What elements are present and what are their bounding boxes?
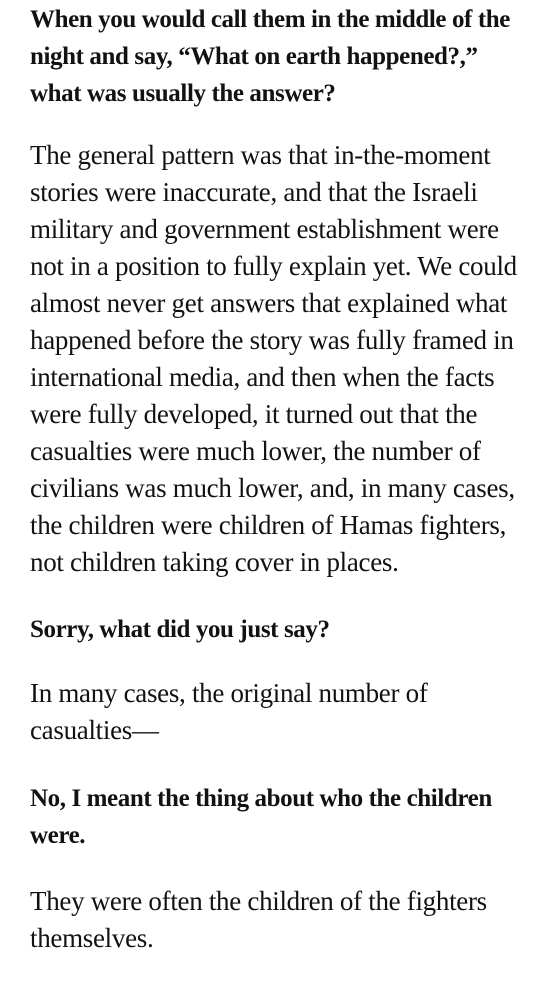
interview-question: Sorry, what did you just say? (30, 616, 330, 643)
interview-answer: In many cases, the original number of casualties— (30, 678, 428, 745)
interview-answer: They were often the children of the fighters themselves. (30, 886, 487, 953)
interview-answer: The general pattern was that in-the-moment stories were inaccurate, and that the Israeli military and government establishment were not in a position to fully explain yet. We could almost never get answers that explained what happened before the story was fully framed in international media, and then when the facts were fully developed, it turned out that the casualties were much lower, the number of civilians was much lower, and, in many cases, the children were children of Hamas fighters, not children taking cover in places. (30, 140, 517, 577)
interview-question: When you would call them in the middle of the night and say, “What on earth happened?,” what was usually the answer? (30, 6, 510, 107)
interview-question: No, I meant the thing about who the children were. (30, 785, 492, 849)
